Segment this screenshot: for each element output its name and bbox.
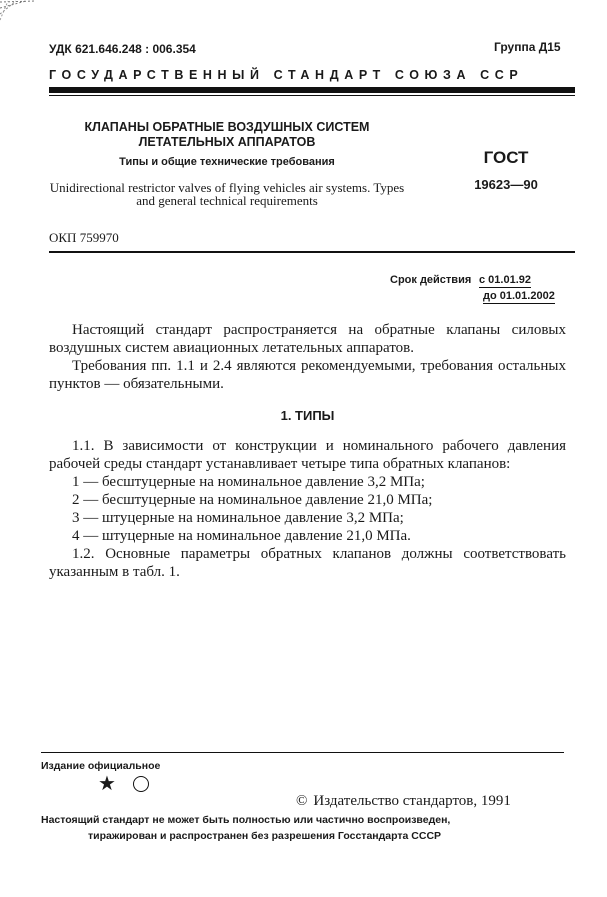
reproduction-notice: тиражирован и распространен без разрешения Госстандарта СССР bbox=[88, 830, 442, 842]
standard-title: ГОСУДАРСТВЕННЫЙ СТАНДАРТ СОЮЗА ССР bbox=[49, 68, 524, 82]
clause-1-2: 1.2. Основные параметры обратных клапанов должны соответствовать указанным в табл. 1. bbox=[49, 546, 566, 580]
header-thin-rule bbox=[49, 95, 575, 96]
circle-icon bbox=[133, 776, 149, 792]
footer-divider bbox=[41, 752, 564, 753]
group-code: Группа Д15 bbox=[494, 40, 561, 54]
type-item: 2 — бесштуцерные на номинальное давление 21,0 МПа; bbox=[72, 492, 433, 508]
document-body bbox=[49, 321, 566, 581]
udk-code: УДК 621.646.248 : 006.354 bbox=[49, 42, 196, 56]
copyright-text: Издательство стандартов, 1991 bbox=[313, 793, 511, 809]
header-divider bbox=[49, 251, 575, 253]
star-icon: ★ bbox=[98, 771, 116, 795]
okp-code: ОКП 759970 bbox=[49, 230, 119, 245]
validity-from: с 01.01.92 bbox=[479, 274, 531, 286]
page-corner-fold bbox=[0, 0, 40, 24]
header-thick-rule bbox=[49, 87, 575, 93]
document-title: КЛАПАНЫ ОБРАТНЫЕ ВОЗДУШНЫХ СИСТЕМ ЛЕТАТЕЛЬНЫХ АППАРАТОВ bbox=[84, 120, 370, 149]
edition-label: Издание официальное bbox=[41, 760, 161, 772]
type-item: 1 — бесштуцерные на номинальное давление 3,2 МПа; bbox=[72, 474, 425, 490]
validity-to: до 01.01.2002 bbox=[483, 290, 555, 302]
type-item: 3 — штуцерные на номинальное давление 3,2 МПа; bbox=[72, 510, 404, 526]
copyright-icon: © bbox=[296, 793, 308, 809]
gost-label: ГОСТ bbox=[483, 148, 529, 167]
reproduction-notice: Настоящий стандарт не может быть полностью или частично воспроизведен, bbox=[41, 814, 451, 826]
document-title-english: Unidirectional restrictor valves of flying vehicles air systems. Types and general technical requirements bbox=[49, 180, 405, 208]
validity-label: Срок действия bbox=[390, 274, 472, 286]
type-item: 4 — штуцерные на номинальное давление 21,0 МПа. bbox=[72, 528, 411, 544]
copyright-line bbox=[296, 793, 511, 810]
intro-paragraph: Настоящий стандарт распространяется на обратные клапаны силовых воздушных систем авиационных летательных аппаратов. bbox=[49, 322, 566, 356]
clause-1-1: 1.1. В зависимости от конструкции и номинального рабочего давления рабочей среды стандарт устанавливает четыре типа обратных клапанов: bbox=[49, 438, 566, 472]
requirements-paragraph: Требования пп. 1.1 и 2.4 являются рекомендуемыми, требования остальных пунктов — обязательными. bbox=[49, 358, 566, 392]
gost-number: 19623—90 bbox=[474, 177, 538, 192]
document-subtitle: Типы и общие технические требования bbox=[119, 156, 335, 168]
section-heading: 1. ТИПЫ bbox=[280, 408, 335, 423]
